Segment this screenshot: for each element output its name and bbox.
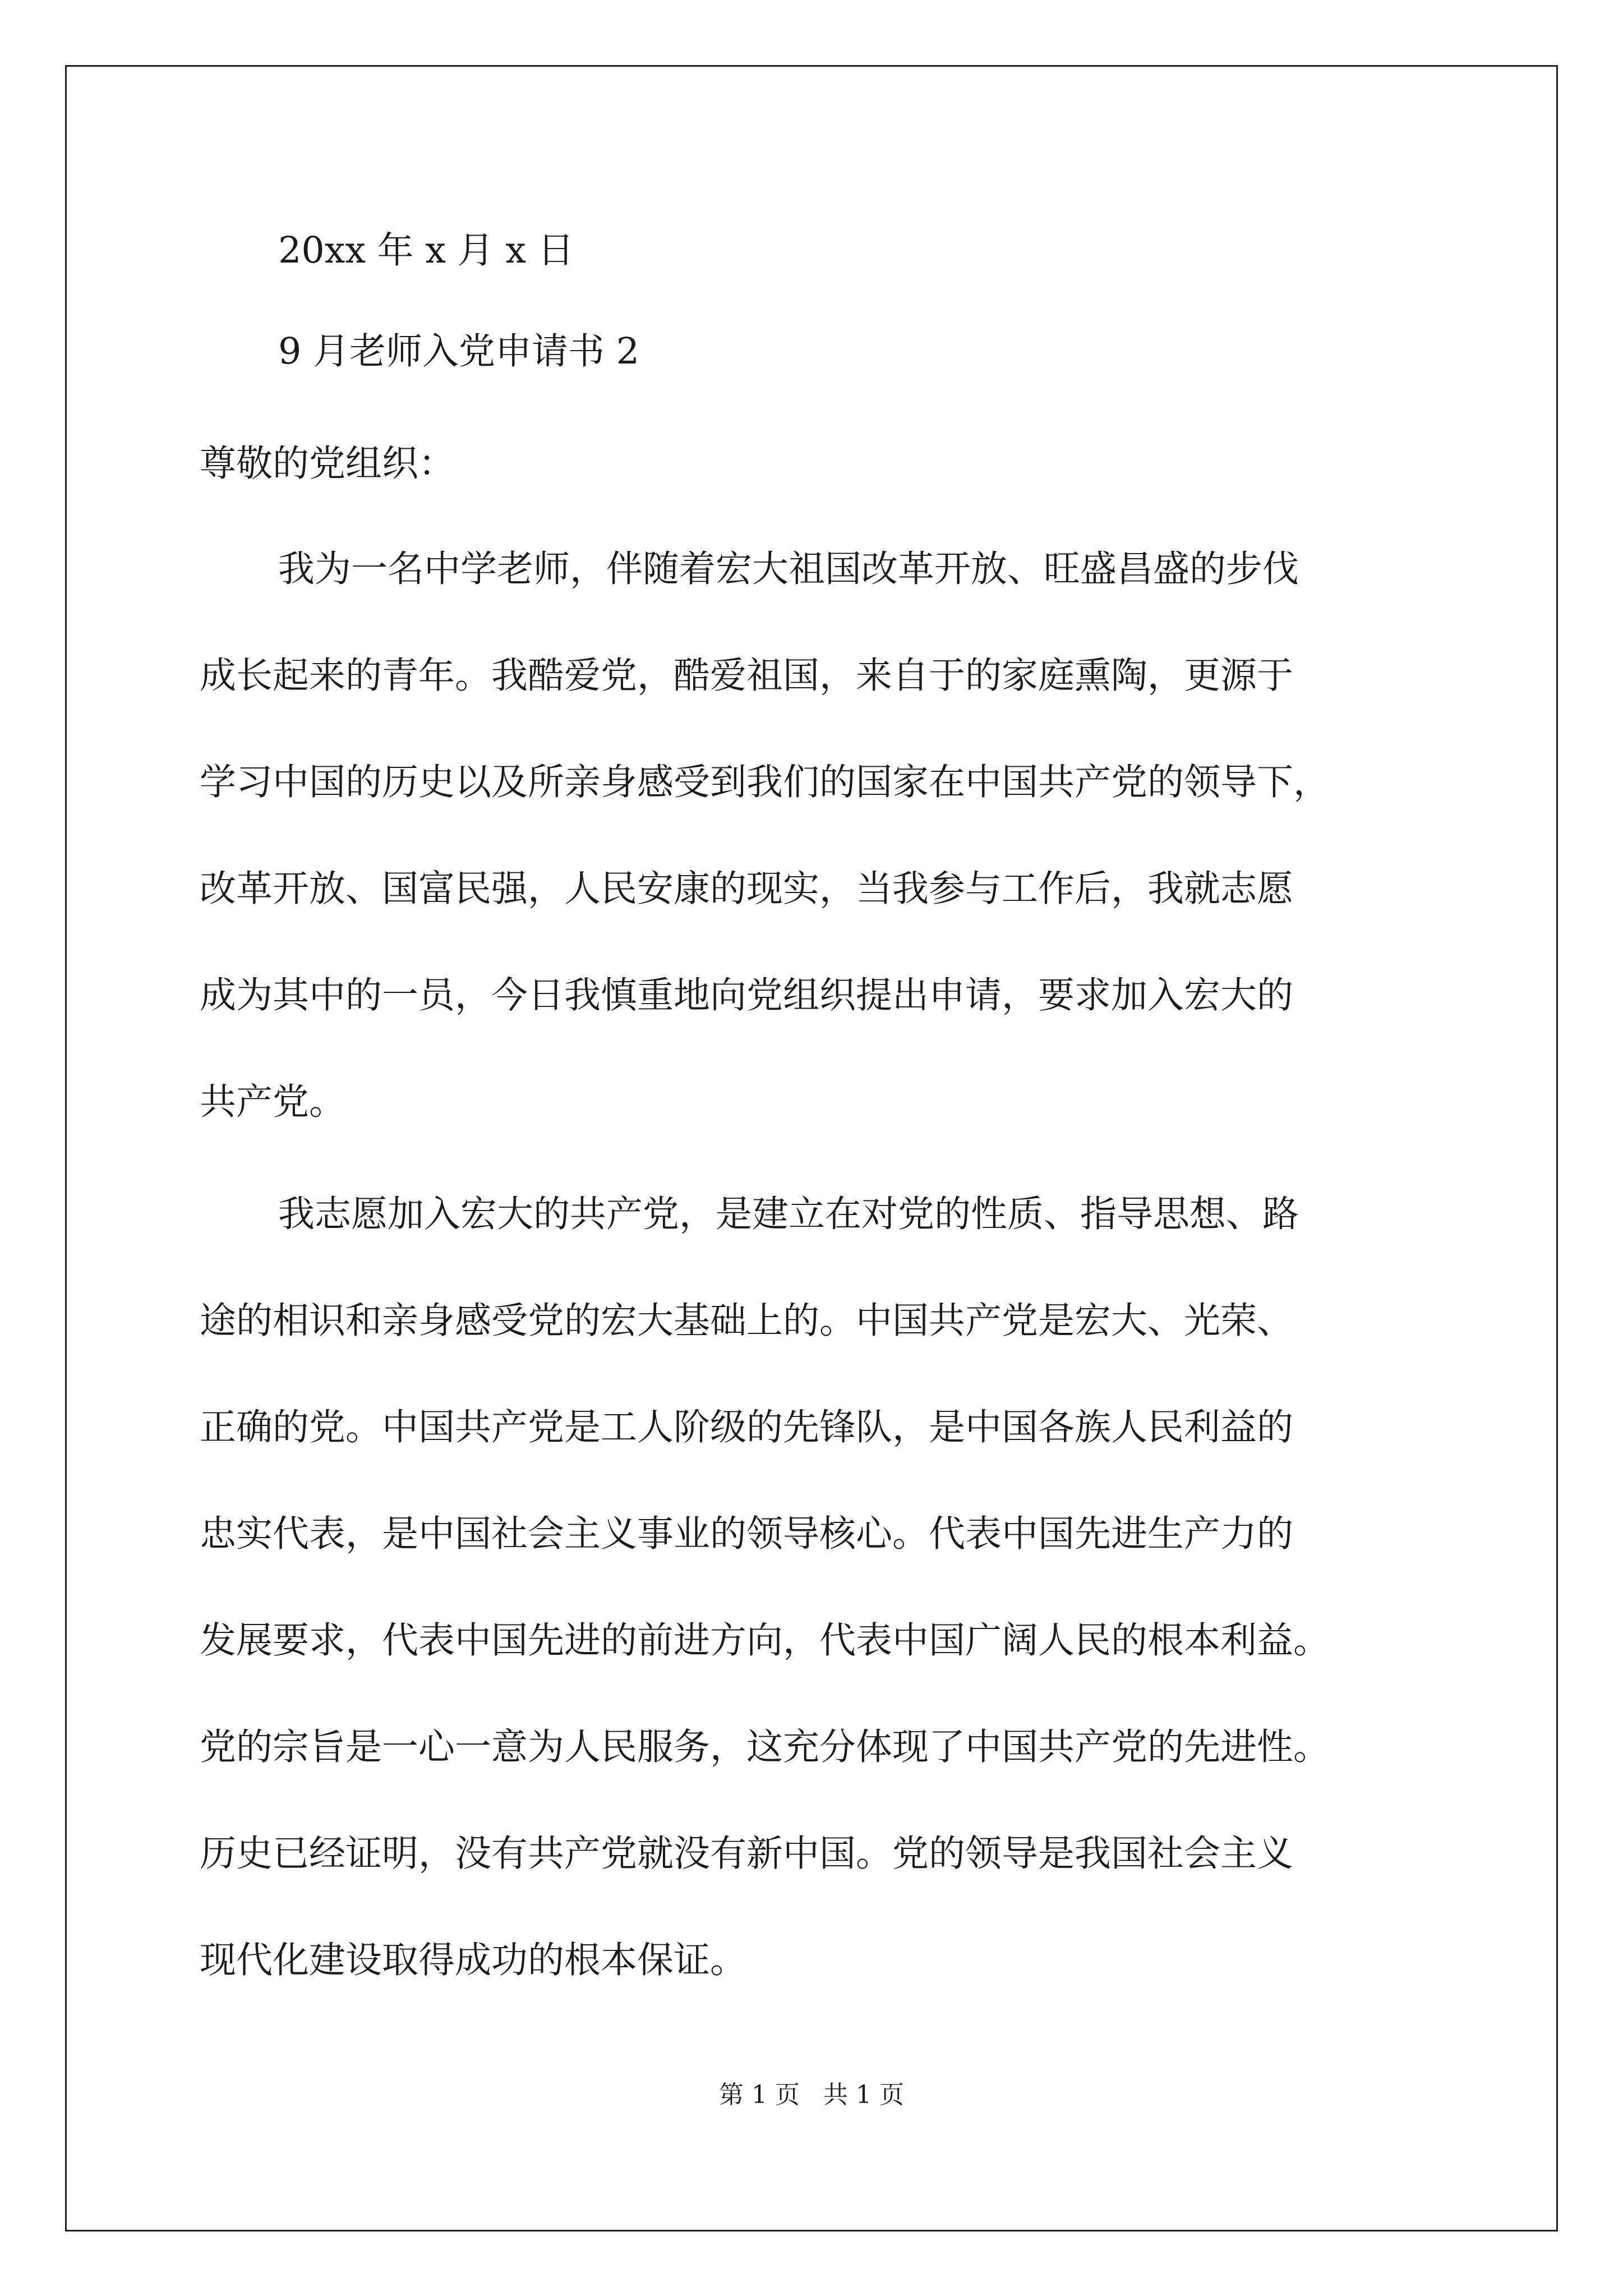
paragraph-line: 成长起来的青年。我酷爱党，酷爱祖国，来自于的家庭熏陶，更源于: [200, 655, 1294, 697]
document-title: 9 月老师入党申请书 2: [278, 330, 640, 372]
paragraph-line: 历史已经证明，没有共产党就没有新中国。党的领导是我国社会主义: [200, 1833, 1294, 1875]
paragraph-line: 成为其中的一员，今日我慎重地向党组织提出申请，要求加入宏大的: [200, 974, 1294, 1016]
paragraph-line: 途的相识和亲身感受党的宏大基础上的。中国共产党是宏大、光荣、: [200, 1300, 1294, 1342]
paragraph-line: 发展要求，代表中国先进的前进方向，代表中国广阔人民的根本利益。: [200, 1619, 1330, 1662]
paragraph-line: 我为一名中学老师，伴随着宏大祖国改革开放、旺盛昌盛的步伐: [278, 548, 1299, 590]
paragraph-line: 正确的党。中国共产党是工人阶级的先锋队，是中国各族人民利益的: [200, 1406, 1294, 1448]
page-border: [65, 65, 1558, 2231]
paragraph-line: 学习中国的历史以及所亲身感受到我们的国家在中国共产党的领导下，: [200, 761, 1330, 803]
paragraph-line: 我志愿加入宏大的共产党，是建立在对党的性质、指导思想、路: [278, 1193, 1299, 1235]
paragraph-line: 现代化建设取得成功的根本保证。: [200, 1939, 747, 1981]
paragraph-line: 党的宗旨是一心一意为人民服务，这充分体现了中国共产党的先进性。: [200, 1726, 1330, 1768]
paragraph-line: 忠实代表，是中国社会主义事业的领导核心。代表中国先进生产力的: [200, 1513, 1294, 1555]
paragraph-line: 共产党。: [200, 1081, 346, 1123]
date-line: 20xx 年 x 月 x 日: [278, 229, 574, 272]
page-footer: 第 1 页 共 1 页: [719, 2081, 904, 2109]
salutation: 尊敬的党组织：: [200, 443, 455, 485]
paragraph-line: 改革开放、国富民强，人民安康的现实，当我参与工作后，我就志愿: [200, 868, 1294, 910]
